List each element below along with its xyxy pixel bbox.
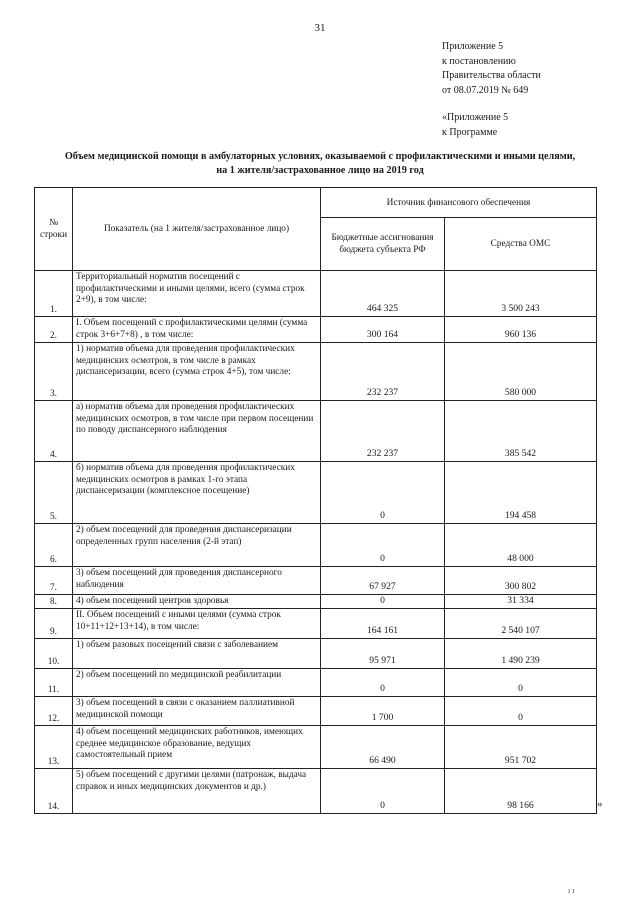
row-budget-value: 0 — [321, 669, 445, 697]
row-budget-value: 0 — [321, 769, 445, 814]
row-indicator: Территориальный норматив посещений с профилактическими и иными целями, всего (сумма строк 2+9), в том числе: — [73, 271, 321, 317]
row-indicator: 4) объем посещений медицинских работников, имеющих среднее медицинское образование, ведущих самостоятельный прием — [73, 726, 321, 769]
page-number: 31 — [314, 22, 326, 34]
row-budget-value: 0 — [321, 462, 445, 524]
row-number: 2. — [35, 317, 73, 343]
appendix-line: Приложение 5 — [442, 41, 504, 52]
row-budget-value: 66 490 — [321, 726, 445, 769]
row-budget-value: 67 927 — [321, 567, 445, 595]
row-indicator: 2) объем посещений по медицинской реабилитации — [73, 669, 321, 697]
program-header — [442, 111, 508, 140]
table-row — [35, 567, 597, 595]
table-row — [35, 769, 597, 814]
header-row-1 — [35, 188, 597, 218]
row-number: 5. — [35, 462, 73, 524]
appendix-line: к постановлению — [442, 55, 516, 67]
row-oms-value: 385 542 — [445, 401, 597, 462]
row-oms-value: 31 334 — [445, 595, 597, 609]
row-indicator: 1) норматив объема для проведения профилактических медицинских осмотров, в том числе в рамках диспансеризации, всего (сумма строк 4+5), том числе: — [73, 343, 321, 401]
row-budget-value: 164 161 — [321, 609, 445, 639]
row-budget-value: 0 — [321, 595, 445, 609]
footer-scan-mark: ı ı — [568, 886, 575, 895]
table-row — [35, 271, 597, 317]
row-indicator: 3) объем посещений для проведения диспансерного наблюдения — [73, 567, 321, 595]
table-row — [35, 317, 597, 343]
header-oms: Средства ОМС — [445, 218, 597, 271]
row-budget-value: 232 237 — [321, 401, 445, 462]
table-row — [35, 462, 597, 524]
program-line: «Приложение 5 — [442, 112, 509, 123]
table-row — [35, 726, 597, 769]
row-number: 6. — [35, 524, 73, 567]
table-row — [35, 697, 597, 726]
table-row — [35, 595, 597, 609]
row-oms-value: 0 — [445, 669, 597, 697]
program-line: к Программе — [442, 126, 498, 138]
row-number: 8. — [35, 595, 73, 609]
row-oms-value: 48 000 — [445, 524, 597, 567]
table-row — [35, 343, 597, 401]
row-budget-value: 232 237 — [321, 343, 445, 401]
row-oms-value: 98 166 — [445, 769, 597, 814]
row-indicator: II. Объем посещений с иными целями (сумма строк 10+11+12+13+14), в том числе: — [73, 609, 321, 639]
table-row — [35, 524, 597, 567]
appendix-line: Правительства области — [442, 70, 541, 81]
volume-table — [34, 187, 597, 814]
row-indicator: 3) объем посещений в связи с оказанием паллиативной медицинской помощи — [73, 697, 321, 726]
row-number: 14. — [35, 769, 73, 814]
row-indicator: а) норматив объема для проведения профилактических медицинских осмотров, в том числе при первом посещении по поводу диспансерного наблюдения — [73, 401, 321, 462]
header-budget: Бюджетные ассигнования бюджета субъекта РФ — [321, 218, 445, 271]
appendix-header — [442, 40, 541, 98]
appendix-line: от 08.07.2019 № 649 — [442, 84, 529, 96]
table-row — [35, 609, 597, 639]
row-indicator: 5) объем посещений с другими целями (патронаж, выдача справок и иных медицинских документов и др.) — [73, 769, 321, 814]
row-number: 3. — [35, 343, 73, 401]
row-number: 10. — [35, 639, 73, 669]
title-line-2: на 1 жителя/застрахованное лицо на 2019 год — [216, 165, 424, 176]
title-line-1: Объем медицинской помощи в амбулаторных условиях, оказываемой с профилактическими и иными целями, — [64, 151, 576, 162]
row-budget-value: 300 164 — [321, 317, 445, 343]
row-indicator: 4) объем посещений центров здоровья — [73, 595, 321, 609]
row-indicator: I. Объем посещений с профилактическими целями (сумма строк 3+6+7+8) , в том числе: — [73, 317, 321, 343]
row-indicator: 2) объем посещений для проведения диспансеризации определенных групп населения (2-й этап) — [73, 524, 321, 567]
row-budget-value: 0 — [321, 524, 445, 567]
table-row — [35, 401, 597, 462]
row-oms-value: 580 000 — [445, 343, 597, 401]
header-row-no: № строки — [35, 188, 73, 271]
row-oms-value: 0 — [445, 697, 597, 726]
row-indicator: 1) объем разовых посещений связи с заболеванием — [73, 639, 321, 669]
row-oms-value: 2 540 107 — [445, 609, 597, 639]
row-indicator: б) норматив объема для проведения профилактических медицинских осмотров в рамках 1-го этапа диспансеризации (комплексное посещение) — [73, 462, 321, 524]
row-number: 7. — [35, 567, 73, 595]
row-number: 1. — [35, 271, 73, 317]
row-number: 9. — [35, 609, 73, 639]
row-oms-value: 194 458 — [445, 462, 597, 524]
row-oms-value: 951 702 — [445, 726, 597, 769]
row-number: 11. — [35, 669, 73, 697]
header-indicator: Показатель (на 1 жителя/застрахованное лицо) — [73, 188, 321, 271]
header-source: Источник финансового обеспечения — [321, 188, 597, 218]
row-budget-value: 1 700 — [321, 697, 445, 726]
row-oms-value: 3 500 243 — [445, 271, 597, 317]
table-row — [35, 639, 597, 669]
closing-quote: » — [597, 798, 603, 810]
row-budget-value: 464 325 — [321, 271, 445, 317]
row-number: 4. — [35, 401, 73, 462]
row-oms-value: 1 490 239 — [445, 639, 597, 669]
row-number: 13. — [35, 726, 73, 769]
table-row — [35, 669, 597, 697]
row-number: 12. — [35, 697, 73, 726]
row-oms-value: 300 802 — [445, 567, 597, 595]
row-oms-value: 960 136 — [445, 317, 597, 343]
document-title — [30, 150, 610, 178]
row-budget-value: 95 971 — [321, 639, 445, 669]
